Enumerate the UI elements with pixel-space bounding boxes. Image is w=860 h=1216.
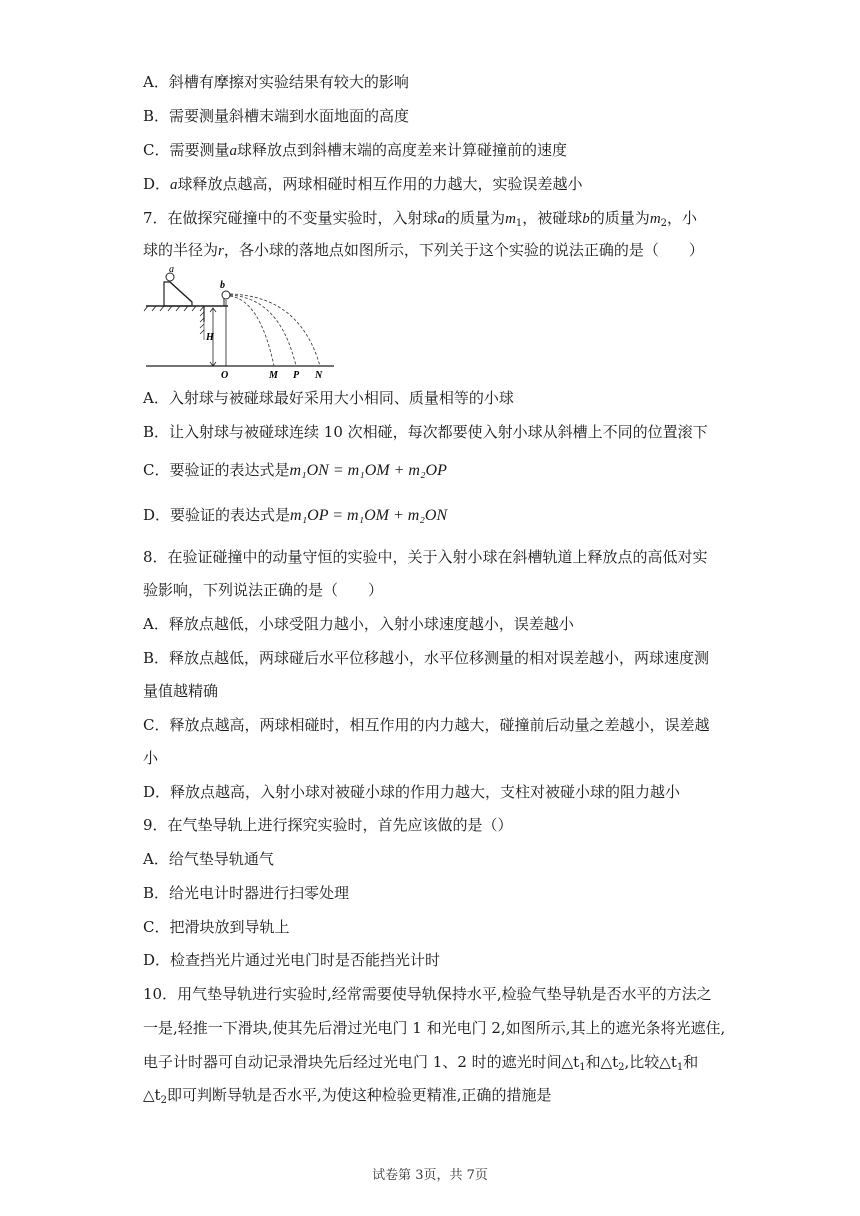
q7-stem-line2: 球的半径为r，各小球的落地点如图所示，下列关于这个实验的说法正确的是（ ） [143, 241, 704, 259]
q9-stem: 9．在气垫导轨上进行探究实验时，首先应该做的是（） [143, 816, 513, 834]
q10-stem-line4: $\triangle t_2$即可判断导轨是否水平,为使这种检验更精准,正确的措施是 [143, 1086, 552, 1106]
q10-stem-line2: 一是,轻推一下滑块,使其先后滑过光电门 1 和光电门 2,如图所示,其上的遮光条将光遮住, [143, 1019, 726, 1037]
figure-label-b: b [220, 280, 225, 291]
q9-option-a: A．给气垫导轨通气 [143, 850, 274, 868]
q7-option-c: C．要验证的表达式是m₁ON = m₁OM + m₂OP [143, 461, 447, 479]
q8-option-b-line2: 量值越精确 [143, 682, 219, 700]
figure-label-a: a [169, 264, 174, 275]
figure-label-n: N [315, 370, 323, 381]
q7-formula-d: m₁OP = m₁OM + m₂ON [290, 507, 448, 524]
q8-option-a: A．释放点越低，小球受阻力越小，入射小球速度越小，误差越小 [143, 615, 574, 633]
q9-option-c: C．把滑块放到导轨上 [143, 918, 290, 936]
q7-option-b: B．让入射球与被碰球连续 10 次相碰，每次都要使入射小球从斜槽上不同的位置滚下 [143, 423, 708, 441]
q8-stem-line1: 8．在验证碰撞中的动量守恒的实验中，关于入射小球在斜槽轨道上释放点的高低对实 [143, 548, 708, 566]
q8-stem-line2: 验影响，下列说法正确的是（ ） [143, 581, 384, 599]
q6-option-d: D．a球释放点越高，两球相碰时相互作用的力越大，实验误差越小 [143, 175, 583, 193]
q6-option-b: B．需要测量斜槽末端到水面地面的高度 [143, 107, 410, 125]
q9-option-b: B．给光电计时器进行扫零处理 [143, 884, 350, 902]
q8-option-b-line1: B．释放点越低，两球碰后水平位移越小，水平位移测量的相对误差越小，两球速度测 [143, 649, 710, 667]
q9-option-d: D．检查挡光片通过光电门时是否能挡光计时 [143, 951, 441, 969]
q6-option-a: A．斜槽有摩擦对实验结果有较大的影响 [143, 73, 409, 91]
q6-option-c: C．需要测量a球释放点到斜槽末端的高度差来计算碰撞前的速度 [143, 141, 567, 159]
figure-label-o: O [221, 370, 229, 381]
figure-label-h: H [206, 332, 214, 343]
figure-label-p: P [293, 370, 300, 381]
page-footer: 试卷第 3页，共 7页 [372, 1168, 488, 1183]
q7-formula-c: m₁ON = m₁OM + m₂OP [289, 462, 447, 479]
q7-collision-figure [140, 262, 340, 382]
q8-option-d: D．释放点越高，入射小球对被碰小球的作用力越大，支柱对被碰小球的阻力越小 [143, 783, 681, 801]
q8-option-c-line2: 小 [143, 749, 159, 767]
q7-option-d: D．要验证的表达式是m₁OP = m₁OM + m₂ON [143, 506, 448, 524]
q10-stem-line3: 电子计时器可自动记录滑块先后经过光电门 1、2 时的遮光时间$\triangle t_1$和$\triangle t_2$,比较$\triangle t_1$和 [143, 1053, 699, 1073]
q10-stem-line1: 10．用气垫导轨进行实验时,经常需要使导轨保持水平,检验气垫导轨是否水平的方法之 [143, 985, 712, 1003]
q7-stem-line1: 7．在做探究碰撞中的不变量实验时，入射球a的质量为$m_1$，被碰球b的质量为$m_2$，小 [143, 209, 698, 229]
q7-option-a: A．入射球与被碰球最好采用大小相同、质量相等的小球 [143, 389, 514, 407]
figure-label-m: M [269, 370, 278, 381]
q8-option-c-line1: C．释放点越高，两球相碰时，相互作用的内力越大，碰撞前后动量之差越小，误差越 [143, 716, 710, 734]
